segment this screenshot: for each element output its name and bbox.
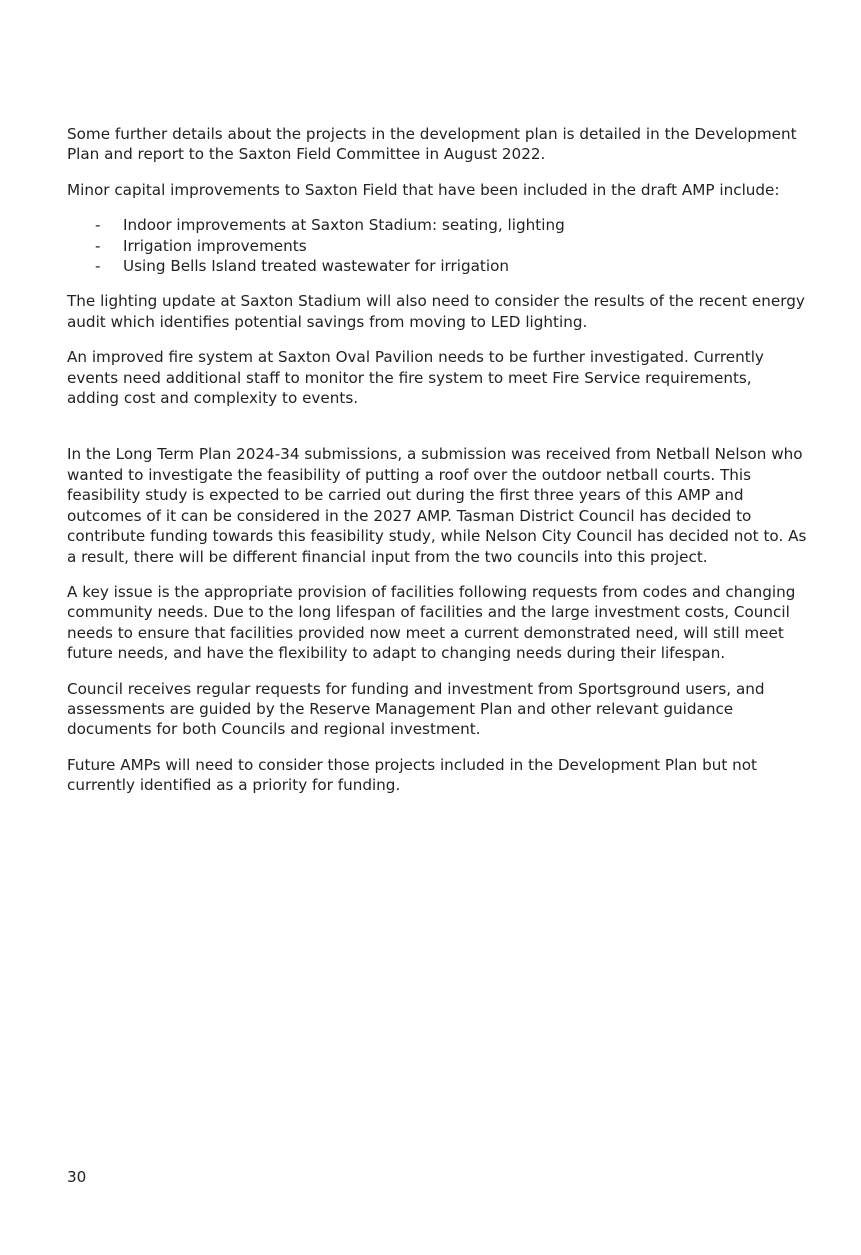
list-dash-marker: - <box>95 236 101 255</box>
improvements-list <box>67 215 807 276</box>
paragraph-funding-requests: Council receives regular requests for funding and investment from Sportsground users, and assessments are guided by the Reserve Management Plan and other relevant guidance documents for both Councils and regional investment. <box>67 679 765 739</box>
paragraph-future-amps: Future AMPs will need to consider those projects included in the Development Plan but not currently identified as a priority for funding. <box>67 755 757 795</box>
list-item <box>67 256 807 276</box>
paragraph-development-plan-details: Some further details about the projects in the development plan is detailed in the Development Plan and report to the Saxton Field Committee in August 2022. <box>67 125 797 164</box>
list-dash-marker: - <box>95 257 101 276</box>
paragraph-minor-capital-improvements: Minor capital improvements to Saxton Field that have been included in the draft AMP include: <box>67 180 780 199</box>
paragraph-lighting-update: The lighting update at Saxton Stadium will also need to consider the results of the recent energy audit which identifies potential savings from moving to LED lighting. <box>67 292 805 331</box>
paragraph-key-issue: A key issue is the appropriate provision of facilities following requests from codes and changing community needs. Due to the long lifespan of facilities and the large investment costs, Council needs to ensure that facilities provided now meet a current demonstrated need, will still meet future needs, and have the flexibility to adapt to changing needs during their lifespan. <box>67 582 796 663</box>
page-number: 30 <box>67 1168 87 1186</box>
list-item <box>67 236 807 256</box>
list-dash-marker: - <box>95 216 101 235</box>
paragraph-fire-system: An improved fire system at Saxton Oval Pavilion needs to be further investigated. Currently events need additional staff to monitor the fire system to meet Fire Service requirements, adding cost and complexity to events. <box>67 348 764 408</box>
list-item-text: Indoor improvements at Saxton Stadium: seating, lighting <box>123 216 565 235</box>
list-item <box>67 215 807 235</box>
paragraph-netball-submission: In the Long Term Plan 2024-34 submissions, a submission was received from Netball Nelson who wanted to investigate the feasibility of putting a roof over the outdoor netball courts. This feasibility study is expected to be carried out during the first three years of this AMP and outcomes of it can be considered in the 2027 AMP. Tasman District Council has decided to contribute funding towards this feasibility study, while Nelson City Council has decided not to. As a result, there will be different financial input from the two councils into this project. <box>67 445 807 566</box>
list-item-text: Using Bells Island treated wastewater for irrigation <box>123 257 510 276</box>
document-page <box>67 124 807 811</box>
list-item-text: Irrigation improvements <box>123 236 307 255</box>
